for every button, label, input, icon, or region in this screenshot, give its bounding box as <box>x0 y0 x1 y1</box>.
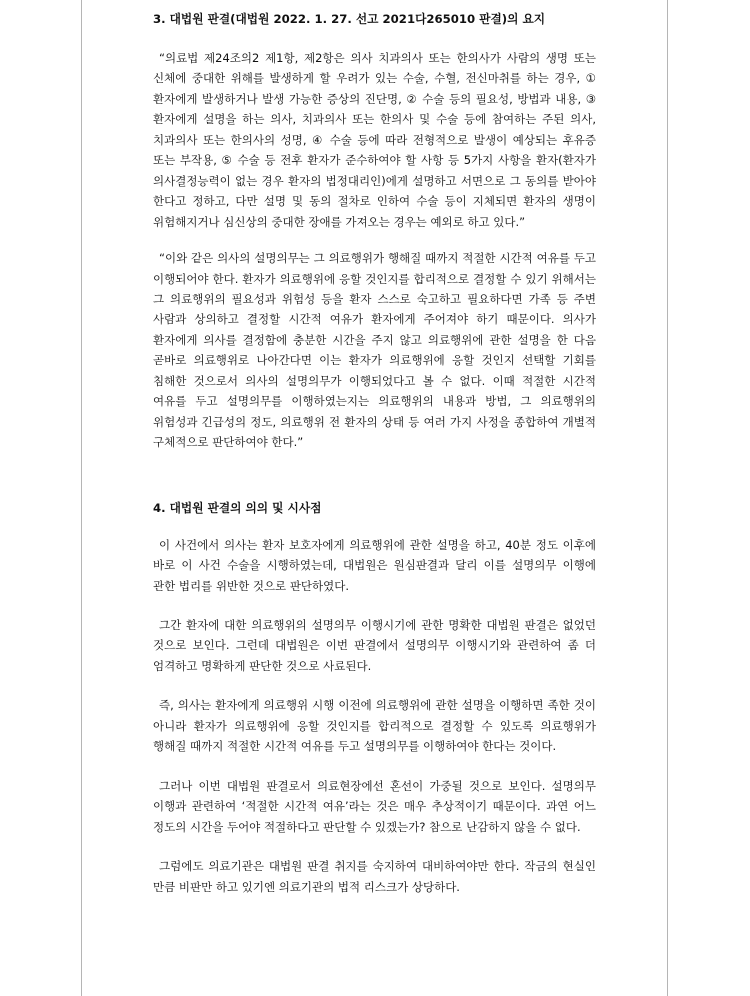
section-4-heading: 4. 대법원 판결의 의의 및 시사점 <box>153 500 322 515</box>
document-body <box>153 6 596 897</box>
section-3-quote-1: “의료법 제24조의2 제1항, 제2항은 의사 치과의사 또는 한의사가 사람의 생명 또는 신체에 중대한 위해를 발생하게 할 우려가 있는 수술, 수혈, 전신마취를 하는 경우, ① 환자에게 발생하거나 발생 가능한 증상의 진단명, ② 수술 등의 필요성, 방법과 내용, ③ 환자에게 설명을 하는 의사, 치과의사 또는 한의사 및 수술 등에 참여하는 주된 의사, 치과의사 또는 한의사의 성명, ④ 수술 등에 따라 전형적으로 발생이 예상되는 후유증 또는 부작용, ⑤ 수술 등 전후 환자가 준수하여야 할 사항 등 5가지 사항을 환자(환자가 의사결정능력이 없는 경우 환자의 법정대리인)에게 설명하고 서면으로 그 동의를 받아야 한다고 정하고, 다만 설명 및 동의 절차로 인하여 수술 등이 지체되면 환자의 생명이 위험해지거나 심신상의 중대한 장애를 가져오는 경우는 예외로 하고 있다.” <box>153 51 596 229</box>
section-4-paragraph-1: 이 사건에서 의사는 환자 보호자에게 의료행위에 관한 설명을 하고, 40분 정도 이후에 바로 이 사건 수술을 시행하였는데, 대법원은 원심판결과 달리 이를 설명의무 이행에 관한 법리를 위반한 것으로 판단하였다. <box>153 537 596 593</box>
section-3-heading: 3. 대법원 판결(대법원 2022. 1. 27. 선고 2021다265010 판결)의 요지 <box>153 12 546 26</box>
section-3-quote-2: “이와 같은 의사의 설명의무는 그 의료행위가 행해질 때까지 적절한 시간적 여유를 두고 이행되어야 한다. 환자가 의료행위에 응할 것인지를 합리적으로 결정할 수 있기 위해서는 그 의료행위의 필요성과 위험성 등을 환자 스스로 숙고하고 필요하다면 가족 등 주변 사람과 상의하고 결정할 시간적 여유가 환자에게 주어져야 하기 때문이다. 의사가 환자에게 의사를 결정함에 충분한 시간을 주지 않고 의료행위에 관한 설명을 한 다음 곧바로 의료행위로 나아간다면 이는 환자가 의료행위에 응할 것인지 선택할 기회를 침해한 것으로서 의사의 설명의무가 이행되었다고 볼 수 없다. 이때 적절한 시간적 여유를 두고 설명의무를 이행하였는지는 의료행위의 내용과 방법, 그 의료행위의 위험성과 긴급성의 정도, 의료행위 전 환자의 상태 등 여러 가지 사정을 종합하여 개별적 구체적으로 판단하여야 한다.” <box>153 251 596 450</box>
page-left-border <box>81 0 82 996</box>
section-4-paragraph-4: 그러나 이번 대법원 판결로서 의료현장에선 혼선이 가중될 것으로 보인다. 설명의무 이행과 관련하여 ‘적절한 시간적 여유’라는 것은 매우 추상적이기 때문이다. 과연 어느 정도의 시간을 두어야 적절하다고 판단할 수 있겠는가? 참으로 난감하지 않을 수 없다. <box>153 778 596 834</box>
section-4-paragraph-3: 즉, 의사는 환자에게 의료행위 시행 이전에 의료행위에 관한 설명을 이행하면 족한 것이 아니라 환자가 의료행위에 응할 것인지를 합리적으로 결정할 수 있도록 의료행위가 행해질 때까지 적절한 시간적 여유를 두고 설명의무를 이행하여야 한다는 것이다. <box>153 698 596 754</box>
section-4-paragraph-5: 그럼에도 의료기관은 대법원 판결 취지를 숙지하여 대비하여야만 한다. 작금의 현실인 만큼 비판만 하고 있기엔 의료기관의 법적 리스크가 상당하다. <box>153 859 596 894</box>
section-4-paragraph-2: 그간 환자에 대한 의료행위의 설명의무 이행시기에 관한 명확한 대법원 판결은 없었던 것으로 보인다. 그런데 대법원은 이번 판결에서 설명의무 이행시기와 관련하여 좀 더 엄격하고 명확하게 판단한 것으로 사료된다. <box>153 617 596 673</box>
page-right-border <box>667 0 668 996</box>
